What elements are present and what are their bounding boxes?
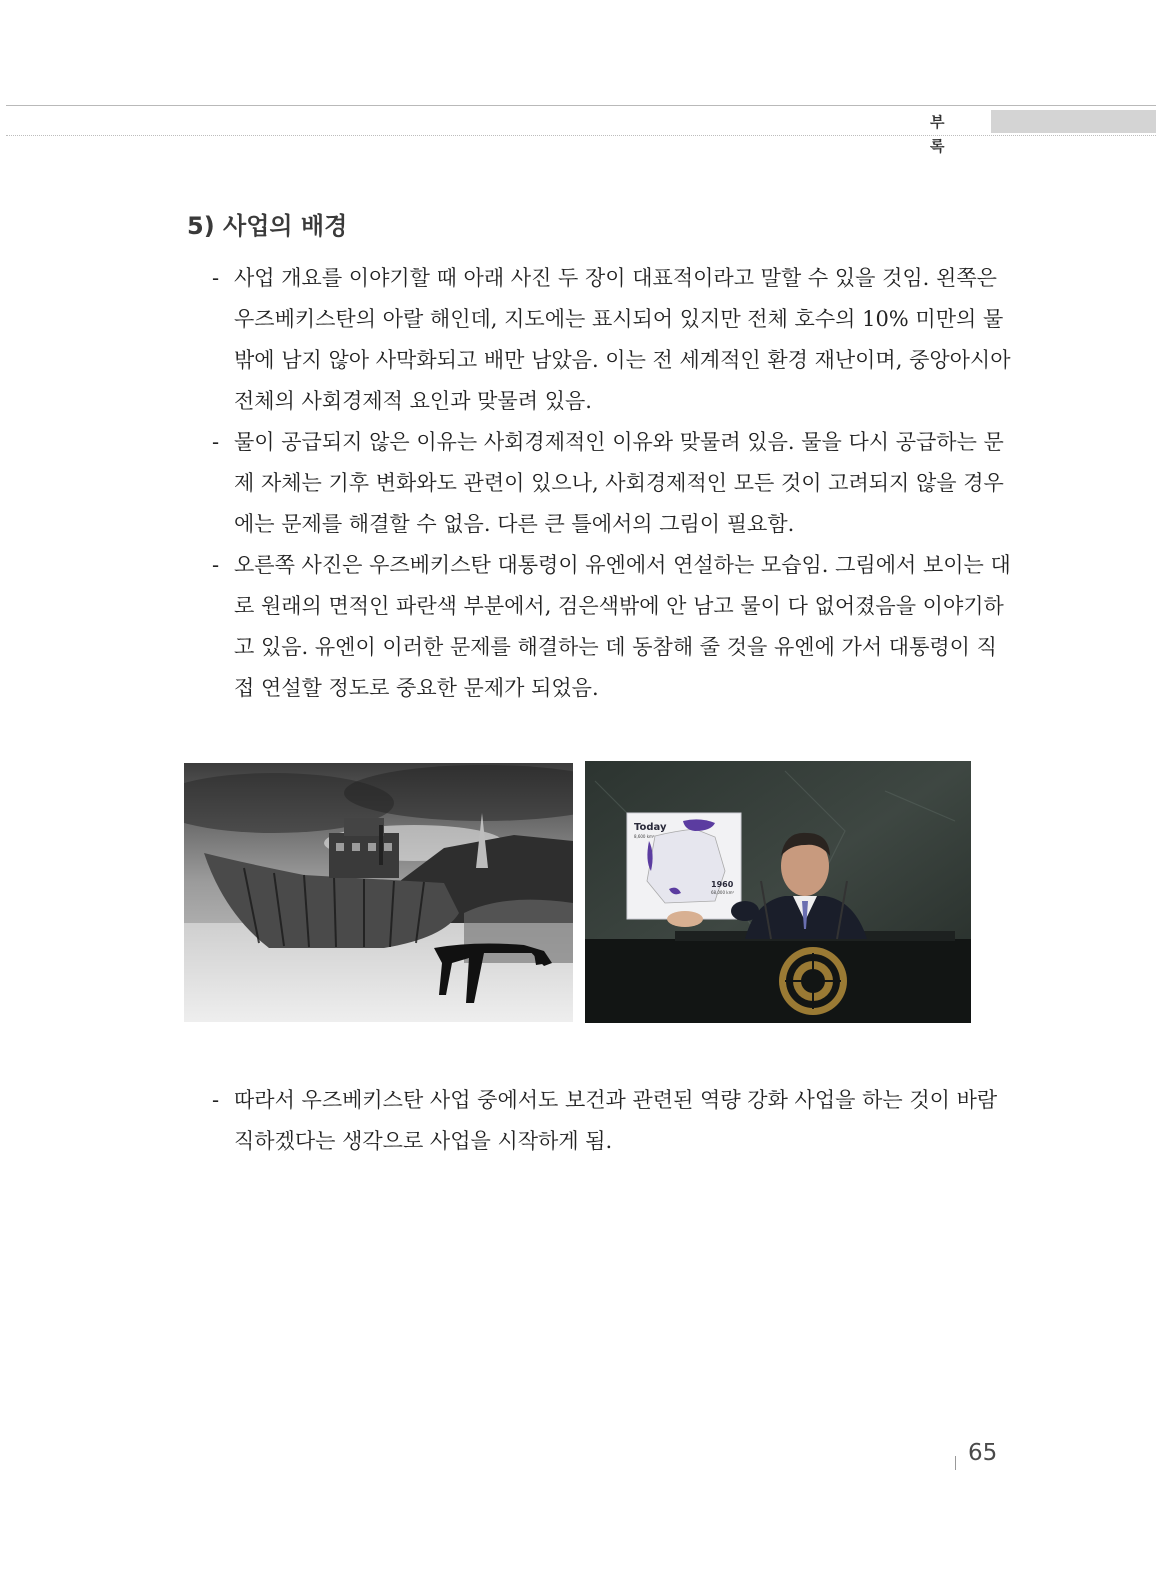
header-gray-bar: [991, 110, 1156, 133]
page-number-divider: [955, 1456, 956, 1470]
list-item: [212, 1080, 1012, 1162]
bullet-text: 물이 공급되지 않은 이유는 사회경제적인 이유와 맞물려 있음. 물을 다시 공급하는 문제 자체는 기후 변화와도 관련이 있으나, 사회경제적인 모든 것이 고려되지 않을 경우에는 문제를 해결할 수 없음. 다른 큰 틀에서의 그림이 필요함.: [234, 430, 1004, 536]
map-label-today-area: 8,600 km²: [634, 834, 655, 839]
map-label-today: Today: [634, 822, 667, 833]
list-item: [212, 545, 1012, 709]
section-title: 5) 사업의 배경: [187, 212, 348, 240]
bullet-dash: -: [212, 430, 220, 454]
section-tag: 부 록: [930, 113, 957, 155]
bullet-dash: -: [212, 1088, 220, 1112]
list-item: [212, 258, 1012, 422]
bullet-dash: -: [212, 266, 220, 290]
bullet-text: 사업 개요를 이야기할 때 아래 사진 두 장이 대표적이라고 말할 수 있을 것임. 왼쪽은 우즈베키스탄의 아랄 해인데, 지도에는 표시되어 있지만 전체 호수의 10% 미만의 물밖에 남지 않아 사막화되고 배만 남았음. 이는 전 세계적인 환경 재난이며, 중앙아시아 전체의 사회경제적 요인과 맞물려 있음.: [234, 266, 1011, 413]
bullet-text: 따라서 우즈베키스탄 사업 중에서도 보건과 관련된 역량 강화 사업을 하는 것이 바람직하겠다는 생각으로 사업을 시작하게 됨.: [234, 1088, 998, 1153]
bullet-list: [212, 258, 1012, 709]
un-speech-photo: [585, 761, 971, 1023]
bullet-text: 오른쪽 사진은 우즈베키스탄 대통령이 유엔에서 연설하는 모습임. 그림에서 보이는 대로 원래의 면적인 파란색 부분에서, 검은색밖에 안 남고 물이 다 없어졌음을 이야기하고 있음. 유엔이 이러한 문제를 해결하는 데 동참해 줄 것을 유엔에 가서 대통령이 직접 연설할 정도로 중요한 문제가 되었음.: [234, 553, 1011, 700]
aral-sea-shipwreck-photo: [184, 763, 573, 1022]
header-rule: [6, 105, 1156, 106]
page-number: 65: [968, 1440, 998, 1466]
map-label-1960: 1960: [711, 880, 734, 889]
bullet-list-conclusion: [212, 1080, 1012, 1162]
bullet-dash: -: [212, 553, 220, 577]
list-item: [212, 422, 1012, 545]
header-dotted-rule: [6, 135, 1156, 136]
map-label-1960-area: 68,000 km²: [711, 890, 735, 895]
